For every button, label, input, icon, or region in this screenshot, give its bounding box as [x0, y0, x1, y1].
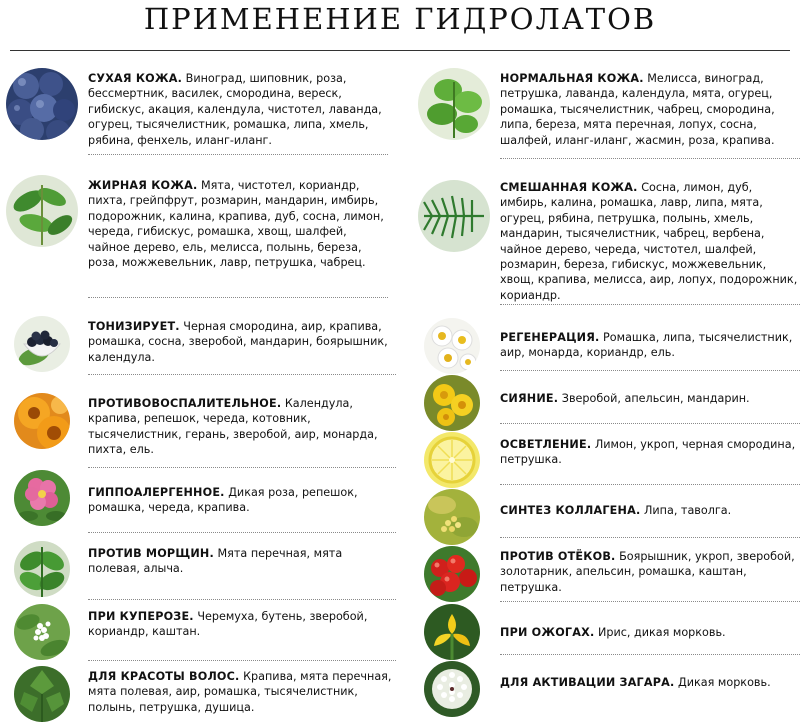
entry-text: Мята перечная, мята полевая, алыча. [88, 547, 343, 576]
entry-heading: ЖИРНАЯ КОЖА. [88, 179, 198, 192]
linden-icon [424, 489, 480, 545]
entry-heading: ГИППОАЛЕРГЕННОЕ. [88, 486, 225, 499]
dotted-separator [88, 374, 396, 375]
mint-leaves-icon [6, 175, 78, 247]
entry-text: Календула, крапива, репешок, череда, котовник, тысячелистник, герань, зверобой, аир, монарда, пихта, ель. [88, 397, 378, 457]
entry-text: Дикая морковь. [678, 676, 771, 689]
blueberry-icon [6, 68, 78, 140]
entry-heading: РЕГЕНЕРАЦИЯ. [500, 331, 600, 344]
wild-carrot-icon [424, 661, 480, 717]
dotted-separator [500, 654, 800, 655]
dotted-separator [88, 297, 388, 298]
entry-heading: СУХАЯ КОЖА. [88, 72, 183, 85]
entry-text: Ирис, дикая морковь. [597, 626, 726, 639]
entry-text: Боярышник, укроп, зверобой, золотарник, апельсин, ромашка, каштан, петрушка. [500, 550, 795, 594]
peppermint-icon [14, 541, 70, 597]
entry-heading: НОРМАЛЬНАЯ КОЖА. [500, 72, 644, 85]
entry-text: Мелисса, виноград, петрушка, лаванда, календула, мята, огурец, ромашка, тысячелистник, чабрец, смородина, липа, береза, мята перечная, лопух, сосна, шалфей, иланг-иланг, жасмин, роза, крапива. [500, 72, 775, 147]
entry-text: Мята, чистотел, кориандр, пихта, грейпфрут, розмарин, мандарин, имбирь, подорожник, калина, крапива, дуб, сосна, лимон, череда, гибискус, ромашка, хвощ, шалфей, чайное дерево, ель, мелисса, полынь, береза, роза, можжевельник, лавр, петрушка, чабрец. [88, 179, 384, 270]
wild-rose-icon [14, 470, 70, 526]
entry-text: Сосна, лимон, дуб, имбирь, калина, ромашка, лавр, липа, мята, огурец, рябина, петрушка, полынь, хмель, мандарин, тысячелистник, чабрец, вербена, чайное дерево, череда, чистотел, шалфей, розмарин, береза, гибискус, можжевельник, хвощ, крапива, мелисса, аир, лопух, подорожник, кориандр. [500, 181, 798, 302]
st-johns-wort-icon [424, 375, 480, 431]
bird-cherry-icon [14, 604, 70, 660]
dotted-separator [88, 154, 388, 155]
pine-icon [418, 180, 490, 252]
dotted-separator [500, 158, 800, 159]
entry-text: Черемуха, бутень, зверобой, кориандр, каштан. [88, 610, 368, 639]
entry-heading: ПРИ ОЖОГАХ. [500, 626, 595, 639]
dotted-separator [500, 601, 800, 602]
dotted-separator [88, 467, 396, 468]
entry-heading: ДЛЯ КРАСОТЫ ВОЛОС. [88, 670, 240, 683]
dotted-separator [500, 537, 800, 538]
chamomile-icon [424, 318, 480, 374]
entry-text: Лимон, укроп, черная смородина, петрушка. [500, 438, 796, 467]
entry-heading: ПРИ КУПЕРОЗЕ. [88, 610, 194, 623]
entry-text: Зверобой, апельсин, мандарин. [561, 392, 750, 405]
entry-heading: ПРОТИВОВОСПАЛИТЕЛЬНОЕ. [88, 397, 282, 410]
melissa-icon [418, 68, 490, 140]
dotted-separator [500, 484, 800, 485]
entry-text: Липа, таволга. [643, 504, 732, 517]
entry-heading: ТОНИЗИРУЕТ. [88, 320, 180, 333]
entry-heading: ОСВЕТЛЕНИЕ. [500, 438, 592, 451]
lemon-icon [424, 432, 480, 488]
dotted-separator [88, 599, 396, 600]
page-title: ПРИМЕНЕНИЕ ГИДРОЛАТОВ [143, 2, 657, 36]
iris-icon [424, 604, 480, 660]
nettle-icon [14, 666, 70, 722]
entry-heading: ПРОТИВ МОРЩИН. [88, 547, 214, 560]
title-divider [10, 50, 790, 51]
calendula-icon [14, 393, 70, 449]
dotted-separator [500, 304, 800, 305]
entry-text: Виноград, шиповник, роза, бессмертник, василек, смородина, вереск, гибискус, акация, календула, чистотел, лаванда, огурец, тысячелистник, ромашка, липа, хмель, рябина, фенхель, иланг-иланг. [88, 72, 382, 147]
entry-text: Крапива, мята перечная, мята полевая, аир, ромашка, тысячелистник, полынь, петрушка, душица. [88, 670, 392, 714]
entry-text: Ромашка, липа, тысячелистник, аир, монарда, кориандр, ель. [500, 331, 793, 360]
dotted-separator [500, 423, 800, 424]
dotted-separator [500, 370, 800, 371]
dotted-separator [88, 532, 396, 533]
entry-heading: СМЕШАННАЯ КОЖА. [500, 181, 638, 194]
entry-heading: СИНТЕЗ КОЛЛАГЕНА. [500, 504, 641, 517]
dotted-separator [88, 660, 396, 661]
entry-heading: СИЯНИЕ. [500, 392, 559, 405]
blackcurrant-bowl-icon [14, 316, 70, 372]
entry-heading: ПРОТИВ ОТЁКОВ. [500, 550, 616, 563]
entry-text: Дикая роза, репешок, ромашка, череда, крапива. [88, 486, 358, 515]
entry-text: Черная смородина, аир, крапива, ромашка, сосна, зверобой, мандарин, боярышник, календула. [88, 320, 388, 364]
entry-heading: ДЛЯ АКТИВАЦИИ ЗАГАРА. [500, 676, 675, 689]
hawthorn-icon [424, 546, 480, 602]
